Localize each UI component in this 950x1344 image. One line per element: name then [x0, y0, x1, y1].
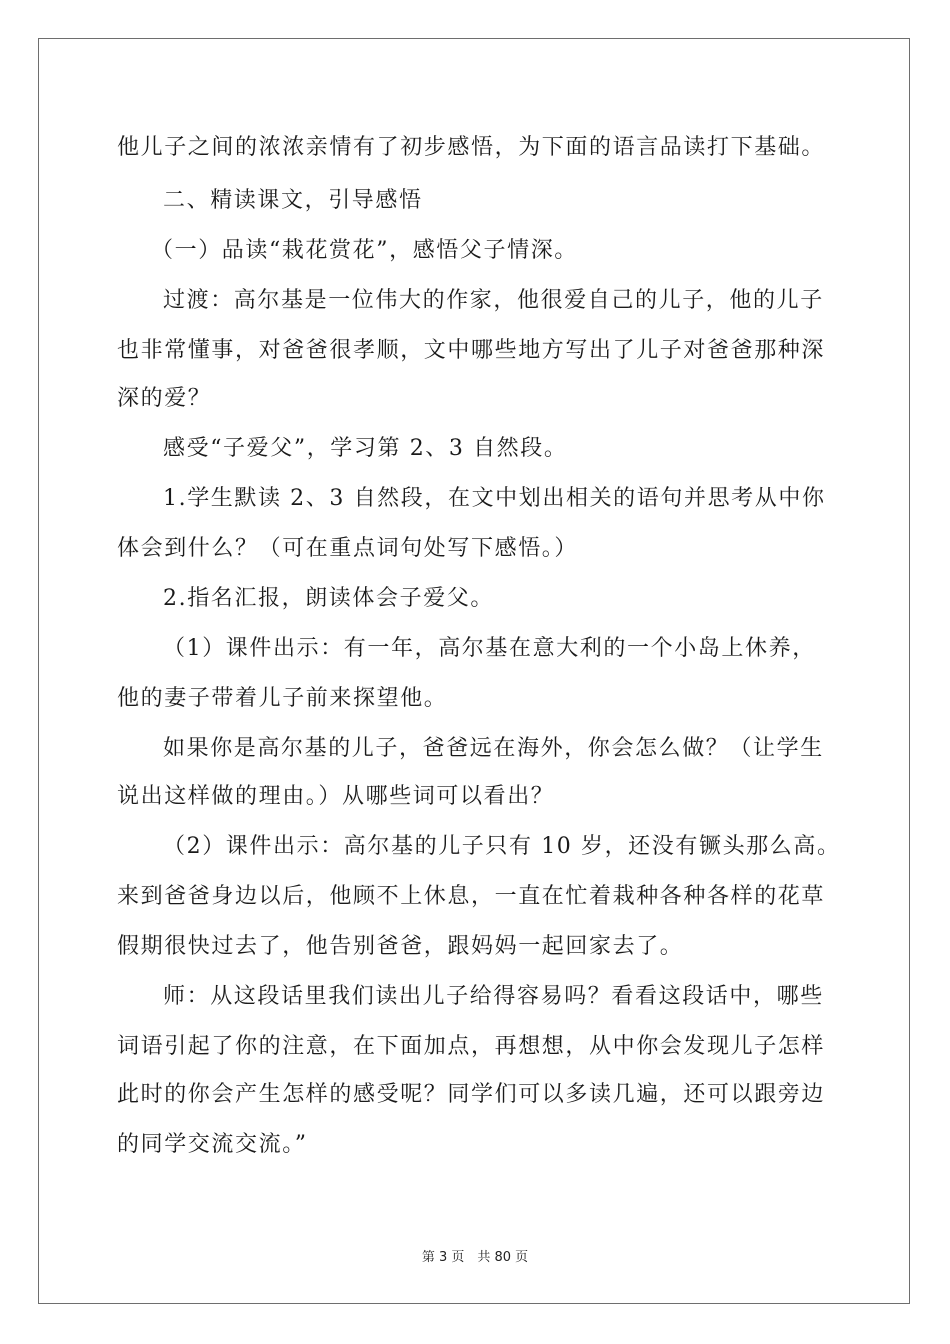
- paragraph-line: 假期很快过去了，他告别爸爸，跟妈妈一起回家去了。: [117, 934, 684, 959]
- paragraph-line: 他的妻子带着儿子前来探望他。: [117, 686, 448, 711]
- page-footer: 第 3 页 共 80 页: [421, 1250, 529, 1265]
- page-border: [38, 38, 910, 1304]
- paragraph-line: 说出这样做的理由。）从哪些词可以看出？: [117, 784, 555, 809]
- paragraph-line: 体会到什么？（可在重点词句处写下感悟。）: [117, 536, 579, 561]
- paragraph-line: 师：从这段话里我们读出儿子给得容易吗？看看这段话中，哪些: [163, 984, 824, 1009]
- paragraph-line: 他儿子之间的浓浓亲情有了初步感悟，为下面的语言品读打下基础。: [117, 135, 826, 160]
- paragraph-line: 感受“子爱父”，学习第 2、3 自然段。: [163, 436, 568, 461]
- paragraph-line: 的同学交流交流。”: [117, 1132, 308, 1157]
- paragraph-line: （2）课件出示：高尔基的儿子只有 10 岁，还没有镢头那么高。: [163, 834, 841, 859]
- paragraph-line: （1）课件出示：有一年，高尔基在意大利的一个小岛上休养，: [163, 636, 816, 661]
- paragraph-line: 深的爱？: [117, 386, 212, 411]
- paragraph-line: 如果你是高尔基的儿子，爸爸远在海外，你会怎么做？（让学生: [163, 736, 824, 761]
- section-heading: 二、精读课文，引导感悟: [163, 188, 423, 213]
- paragraph-line: 2.指名汇报，朗读体会子爱父。: [163, 586, 494, 611]
- subsection-heading: （一）品读“栽花赏花”，感悟父子情深。: [151, 238, 578, 263]
- paragraph-line: 过渡：高尔基是一位伟大的作家，他很爱自己的儿子，他的儿子: [163, 288, 824, 313]
- paragraph-line: 来到爸爸身边以后，他顾不上休息，一直在忙着栽种各种各样的花草: [117, 884, 826, 909]
- paragraph-line: 1.学生默读 2、3 自然段，在文中划出相关的语句并思考从中你: [163, 486, 826, 511]
- paragraph-line: 词语引起了你的注意，在下面加点，再想想，从中你会发现儿子怎样: [117, 1034, 826, 1059]
- paragraph-line: 也非常懂事，对爸爸很孝顺，文中哪些地方写出了儿子对爸爸那种深: [117, 338, 826, 363]
- paragraph-line: 此时的你会产生怎样的感受呢？同学们可以多读几遍，还可以跟旁边: [117, 1082, 826, 1107]
